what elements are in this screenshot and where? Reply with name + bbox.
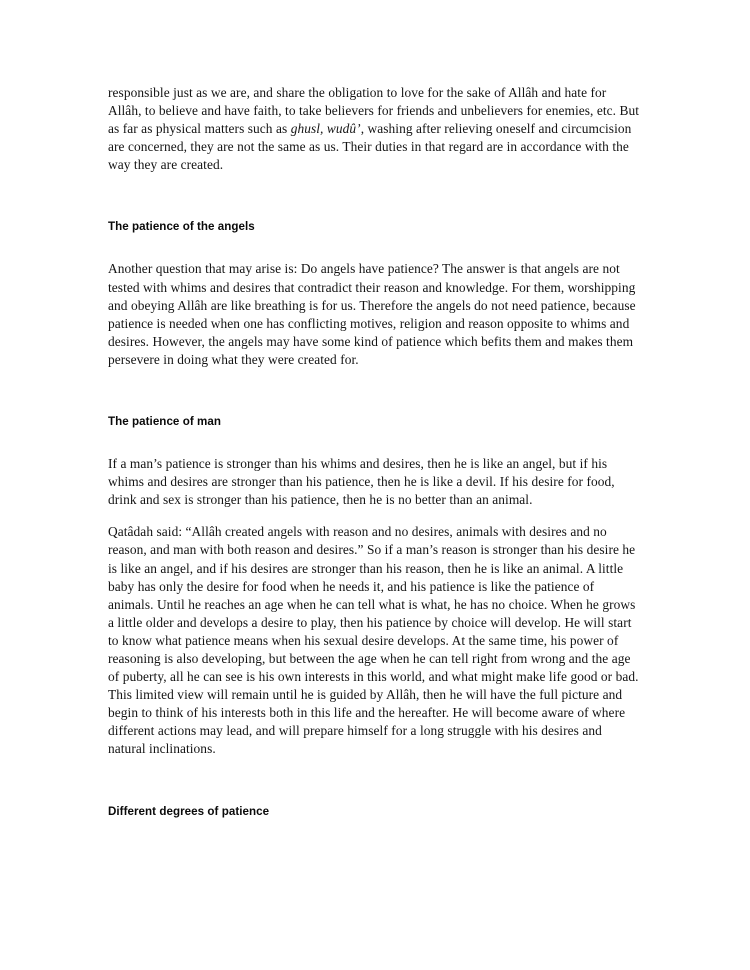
section-heading-different-degrees-of-patience: Different degrees of patience xyxy=(108,804,270,818)
section-heading-patience-of-man: The patience of man xyxy=(108,415,221,429)
paragraph-text-lead: responsible just as we are, and share the obligation to love for the sake of Allâh and hate for Allâh, to believe and have faith, to take believers for friends and unbelievers for enemies, etc. But as far as physical matters such as xyxy=(108,85,640,137)
paragraph-qatadah-quote: Qatâdah said: “Allâh created angels with reason and no desires, animals with desires and no reason, and man with both reason and desires.” So if a man’s reason is stronger than his desire he is like an angel, and if his desires are stronger than his reason, then he is like an animal. A little baby has only the desire for food when he needs it, and his patience is like the patience of animals. Until he reaches an age when he can tell what is what, he has no choice. When he grows a little older and develops a desire to play, then his patience by choice will develop. He will start to know what patience means when his sexual desire develops. At the same time, his power of reasoning is also developing, but between the age when he can tell right from wrong and the age of puberty, all he can see is his own interests in this world, and what might make life good or bad. This limited view will remain until he is guided by Allâh, then he will have the full picture and begin to think of his interests both in this life and the hereafter. He will become aware of where different actions may lead, and will prepare himself for a long struggle with his desires and natural inclinations. xyxy=(108,524,639,757)
arabic-term-italic: ghusl, wudû’ xyxy=(290,121,361,137)
document-text-column xyxy=(108,84,641,819)
paragraph-man-patience-intro: If a man’s patience is stronger than his whims and desires, then he is like an angel, but if his whims and desires are stronger than his patience, then he is like a devil. If his desire for food, drink and sex is stronger than his patience, then he is no better than an animal. xyxy=(108,456,615,508)
section-heading-patience-of-the-angels: The patience of the angels xyxy=(108,220,255,234)
paragraph-angels-patience: Another question that may arise is: Do angels have patience? The answer is that angels are not tested with whims and desires that contradict their reason and knowledge. For them, worshipping and obeying Allâh are like breathing is for us. Therefore the angels do not need patience, because patience is needed when one has conflicting motives, religion and reason opposite to whims and desires. However, the angels may have some kind of patience which befits them and makes them persevere in doing what they were created for. xyxy=(108,261,636,367)
paragraph-text-tail: , washing after relieving oneself and circumcision are concerned, they are not the same as us. Their duties in that regard are in accordance with the way they are created. xyxy=(108,121,632,173)
paragraph-continuation xyxy=(108,84,641,174)
